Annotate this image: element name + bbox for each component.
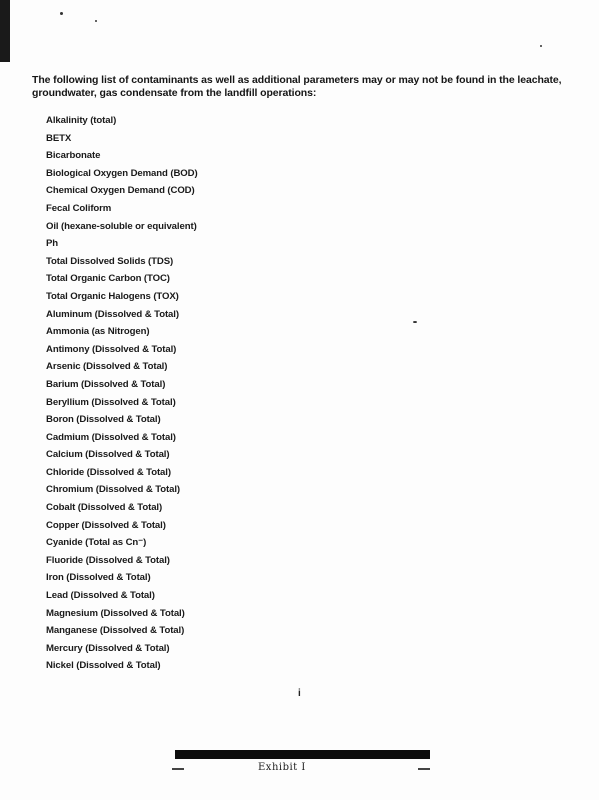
list-item: Barium (Dissolved & Total): [46, 378, 166, 390]
list-item: Beryllium (Dissolved & Total): [46, 396, 176, 408]
list-item: Nickel (Dissolved & Total): [46, 660, 161, 672]
list-item: Alkalinity (total): [46, 115, 117, 126]
list-item: Lead (Dissolved & Total): [46, 590, 155, 602]
list-item: Arsenic (Dissolved & Total): [46, 361, 168, 373]
list-item: Aluminum (Dissolved & Total): [46, 308, 179, 320]
page-number: i: [298, 688, 301, 699]
list-item: Chloride (Dissolved & Total): [46, 466, 171, 478]
list-item: BETX: [46, 132, 72, 144]
list-item: Magnesium (Dissolved & Total): [46, 607, 185, 619]
list-item: Cadmium (Dissolved & Total): [46, 431, 176, 443]
list-item: Bicarbonate: [46, 150, 101, 162]
list-item: Chemical Oxygen Demand (COD): [46, 185, 195, 197]
list-item: Boron (Dissolved & Total): [46, 414, 161, 426]
list-item: Copper (Dissolved & Total): [46, 519, 166, 531]
list-item: Oil (hexane-soluble or equivalent): [46, 220, 197, 232]
list-item: Total Dissolved Solids (TDS): [46, 255, 174, 267]
scan-speck: [540, 45, 542, 47]
list-item: Total Organic Halogens (TOX): [46, 290, 179, 302]
list-item: Mercury (Dissolved & Total): [46, 642, 170, 654]
scan-speck: [413, 321, 417, 323]
list-item: Ph: [46, 238, 59, 250]
list-item: Fluoride (Dissolved & Total): [46, 554, 170, 566]
list-item: Biological Oxygen Demand (BOD): [46, 167, 198, 179]
list-item: Chromium (Dissolved & Total): [46, 484, 181, 496]
list-item: Cobalt (Dissolved & Total): [46, 502, 163, 514]
scan-edge-shadow: [0, 0, 10, 62]
scan-speck: [60, 12, 63, 15]
list-item: Fecal Coliform: [46, 202, 112, 214]
footer-rule-right: [418, 768, 430, 770]
exhibit-label: Exhibit I: [258, 762, 306, 773]
list-item: Manganese (Dissolved & Total): [46, 625, 185, 637]
list-item: Cyanide (Total as Cn⁻): [46, 537, 147, 549]
intro-paragraph: The following list of contaminants as well as additional parameters may or may not be found in the leachate, groundwater, gas condensate from the landfill operations:: [32, 73, 562, 99]
footer-rule-left: [172, 768, 184, 770]
redaction-bar: [175, 750, 430, 759]
scan-speck: [95, 20, 97, 22]
list-item: Calcium (Dissolved & Total): [46, 449, 170, 461]
list-item: Iron (Dissolved & Total): [46, 572, 151, 584]
contaminant-list: [46, 114, 198, 677]
list-item: Ammonia (as Nitrogen): [46, 326, 150, 338]
list-item: Total Organic Carbon (TOC): [46, 273, 170, 285]
list-item: Antimony (Dissolved & Total): [46, 343, 177, 355]
